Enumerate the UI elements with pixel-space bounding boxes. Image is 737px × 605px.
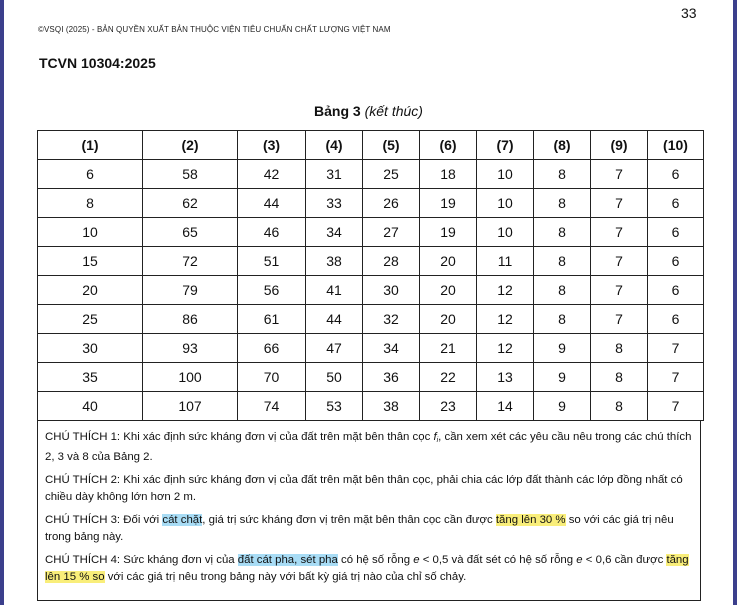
table-cell: 20 bbox=[420, 305, 477, 334]
table-cell: 20 bbox=[420, 276, 477, 305]
note-4-text-d: < 0,6 cần được bbox=[582, 554, 667, 566]
note-2-text: CHÚ THÍCH 2: Khi xác định sức kháng đơn vị của đất trên mặt bên thân cọc, phải chia các lớp đất thành các lớp đồng nhất có chiều dày không lớn hơn 2 m. bbox=[45, 474, 683, 503]
note-4-text-a: CHÚ THÍCH 4: Sức kháng đơn vị của bbox=[45, 554, 238, 566]
table-cell: 12 bbox=[477, 305, 534, 334]
table-cell: 6 bbox=[648, 276, 704, 305]
table-cell: 8 bbox=[591, 392, 648, 421]
table-cell: 40 bbox=[38, 392, 143, 421]
table-cell: 36 bbox=[363, 363, 420, 392]
note-3 bbox=[45, 512, 692, 546]
note-4-highlight-yellow: tăng lên 15 % so bbox=[45, 554, 689, 583]
table-cell: 6 bbox=[648, 305, 704, 334]
table-cell: 38 bbox=[306, 247, 363, 276]
header-cell: (8) bbox=[534, 131, 591, 160]
note-4-text-c: < 0,5 và đất sét có hệ số rỗng bbox=[419, 554, 577, 566]
symbol-subscript-i: i bbox=[436, 437, 439, 444]
table-cell: 22 bbox=[420, 363, 477, 392]
note-1-text-b: , cần xem xét các yêu cầu nêu trong các chú thích 2, 3 và 8 của Bảng 2. bbox=[45, 431, 692, 463]
table-row bbox=[38, 392, 704, 421]
table-cell: 79 bbox=[143, 276, 238, 305]
table-caption-main: Bảng 3 bbox=[314, 103, 361, 119]
table-cell: 8 bbox=[534, 218, 591, 247]
table-row bbox=[38, 334, 704, 363]
table-cell: 42 bbox=[238, 160, 306, 189]
table-cell: 12 bbox=[477, 334, 534, 363]
table-cell: 7 bbox=[591, 189, 648, 218]
table-cell: 7 bbox=[591, 160, 648, 189]
table-header-row bbox=[38, 131, 704, 160]
table-cell: 30 bbox=[363, 276, 420, 305]
table-cell: 15 bbox=[38, 247, 143, 276]
table-cell: 35 bbox=[38, 363, 143, 392]
note-3-text-b: , giá trị sức kháng đơn vị trên mặt bên thân cọc cần được bbox=[202, 514, 496, 526]
table-cell: 25 bbox=[38, 305, 143, 334]
table-cell: 9 bbox=[534, 334, 591, 363]
table-cell: 53 bbox=[306, 392, 363, 421]
table-body bbox=[38, 160, 704, 421]
table-cell: 8 bbox=[534, 305, 591, 334]
copyright-notice: ©VSQI (2025) - BẢN QUYỀN XUẤT BẢN THUỘC VIỆN TIÊU CHUẨN CHẤT LƯỢNG VIỆT NAM bbox=[38, 25, 391, 34]
table-cell: 8 bbox=[591, 334, 648, 363]
table-cell: 27 bbox=[363, 218, 420, 247]
table-cell: 28 bbox=[363, 247, 420, 276]
table-row bbox=[38, 363, 704, 392]
table-row bbox=[38, 305, 704, 334]
table-cell: 56 bbox=[238, 276, 306, 305]
symbol-f: f bbox=[433, 431, 437, 443]
table-row bbox=[38, 189, 704, 218]
note-3-text-c: so với các giá trị nêu trong bảng này. bbox=[45, 514, 674, 543]
table-cell: 13 bbox=[477, 363, 534, 392]
table-row bbox=[38, 160, 704, 189]
table-caption bbox=[0, 103, 737, 119]
table-cell: 26 bbox=[363, 189, 420, 218]
header-cell: (3) bbox=[238, 131, 306, 160]
table-cell: 44 bbox=[306, 305, 363, 334]
note-1-text-a: CHÚ THÍCH 1: Khi xác định sức kháng đơn vị của đất trên mặt bên thân cọc bbox=[45, 431, 434, 443]
table-cell: 23 bbox=[420, 392, 477, 421]
header-cell: (1) bbox=[38, 131, 143, 160]
table-cell: 14 bbox=[477, 392, 534, 421]
table-cell: 10 bbox=[477, 218, 534, 247]
note-2 bbox=[45, 472, 692, 506]
table-cell: 12 bbox=[477, 276, 534, 305]
table-cell: 30 bbox=[38, 334, 143, 363]
table-row bbox=[38, 247, 704, 276]
table-cell: 86 bbox=[143, 305, 238, 334]
table-cell: 6 bbox=[38, 160, 143, 189]
table-cell: 41 bbox=[306, 276, 363, 305]
table-cell: 19 bbox=[420, 189, 477, 218]
table-cell: 6 bbox=[648, 189, 704, 218]
note-4-text-b: có hệ số rỗng bbox=[337, 554, 414, 566]
note-4-text-e: với các giá trị nêu trong bảng này với bất kỳ giá trị nào của chỉ số chảy. bbox=[104, 571, 467, 583]
note-1 bbox=[45, 429, 692, 466]
table-row bbox=[38, 218, 704, 247]
table-cell: 8 bbox=[534, 276, 591, 305]
table-cell: 7 bbox=[648, 363, 704, 392]
header-cell: (10) bbox=[648, 131, 704, 160]
table-cell: 93 bbox=[143, 334, 238, 363]
table-cell: 21 bbox=[420, 334, 477, 363]
table-cell: 6 bbox=[648, 160, 704, 189]
table-cell: 25 bbox=[363, 160, 420, 189]
table-cell: 7 bbox=[591, 305, 648, 334]
table-cell: 65 bbox=[143, 218, 238, 247]
table-cell: 18 bbox=[420, 160, 477, 189]
page-border-right bbox=[733, 0, 737, 605]
table-cell: 20 bbox=[38, 276, 143, 305]
table-cell: 7 bbox=[648, 392, 704, 421]
table-cell: 32 bbox=[363, 305, 420, 334]
table-cell: 51 bbox=[238, 247, 306, 276]
table-cell: 7 bbox=[591, 247, 648, 276]
table-cell: 10 bbox=[477, 189, 534, 218]
page-border-left bbox=[0, 0, 4, 605]
table-cell: 33 bbox=[306, 189, 363, 218]
table-cell: 66 bbox=[238, 334, 306, 363]
table-cell: 8 bbox=[38, 189, 143, 218]
table-cell: 9 bbox=[534, 363, 591, 392]
symbol-e: e bbox=[576, 554, 583, 566]
symbol-e: e bbox=[413, 554, 420, 566]
note-3-text-a: CHÚ THÍCH 3: Đối với bbox=[45, 514, 163, 526]
table-cell: 62 bbox=[143, 189, 238, 218]
header-cell: (5) bbox=[363, 131, 420, 160]
note-3-highlight-yellow: tăng lên 30 % bbox=[495, 514, 566, 526]
table-cell: 74 bbox=[238, 392, 306, 421]
data-table bbox=[37, 130, 704, 421]
table-cell: 44 bbox=[238, 189, 306, 218]
note-4 bbox=[45, 552, 692, 586]
table-cell: 46 bbox=[238, 218, 306, 247]
table-cell: 11 bbox=[477, 247, 534, 276]
header-cell: (6) bbox=[420, 131, 477, 160]
table-cell: 10 bbox=[477, 160, 534, 189]
table-cell: 31 bbox=[306, 160, 363, 189]
table-cell: 9 bbox=[534, 392, 591, 421]
table-cell: 61 bbox=[238, 305, 306, 334]
table-cell: 7 bbox=[591, 276, 648, 305]
header-cell: (4) bbox=[306, 131, 363, 160]
table-cell: 107 bbox=[143, 392, 238, 421]
table-cell: 100 bbox=[143, 363, 238, 392]
table-cell: 47 bbox=[306, 334, 363, 363]
note-3-highlight-blue: cát chặt bbox=[162, 514, 203, 526]
header-cell: (2) bbox=[143, 131, 238, 160]
table-cell: 58 bbox=[143, 160, 238, 189]
table-cell: 6 bbox=[648, 247, 704, 276]
table-cell: 50 bbox=[306, 363, 363, 392]
table-cell: 72 bbox=[143, 247, 238, 276]
table-cell: 19 bbox=[420, 218, 477, 247]
notes-section bbox=[37, 421, 701, 601]
table-cell: 8 bbox=[534, 247, 591, 276]
table-cell: 20 bbox=[420, 247, 477, 276]
standard-code: TCVN 10304:2025 bbox=[39, 55, 156, 71]
header-cell: (7) bbox=[477, 131, 534, 160]
table-cell: 10 bbox=[38, 218, 143, 247]
table-cell: 70 bbox=[238, 363, 306, 392]
table-cell: 6 bbox=[648, 218, 704, 247]
table-cell: 34 bbox=[306, 218, 363, 247]
note-4-highlight-blue: đất cát pha, sét pha bbox=[237, 554, 338, 566]
table-row bbox=[38, 276, 704, 305]
page-number: 33 bbox=[681, 5, 697, 21]
table-cell: 7 bbox=[591, 218, 648, 247]
table-cell: 8 bbox=[534, 189, 591, 218]
table-cell: 8 bbox=[591, 363, 648, 392]
table-cell: 34 bbox=[363, 334, 420, 363]
table-cell: 8 bbox=[534, 160, 591, 189]
table-caption-suffix: (kết thúc) bbox=[364, 103, 423, 119]
table-cell: 38 bbox=[363, 392, 420, 421]
header-cell: (9) bbox=[591, 131, 648, 160]
table-cell: 7 bbox=[648, 334, 704, 363]
